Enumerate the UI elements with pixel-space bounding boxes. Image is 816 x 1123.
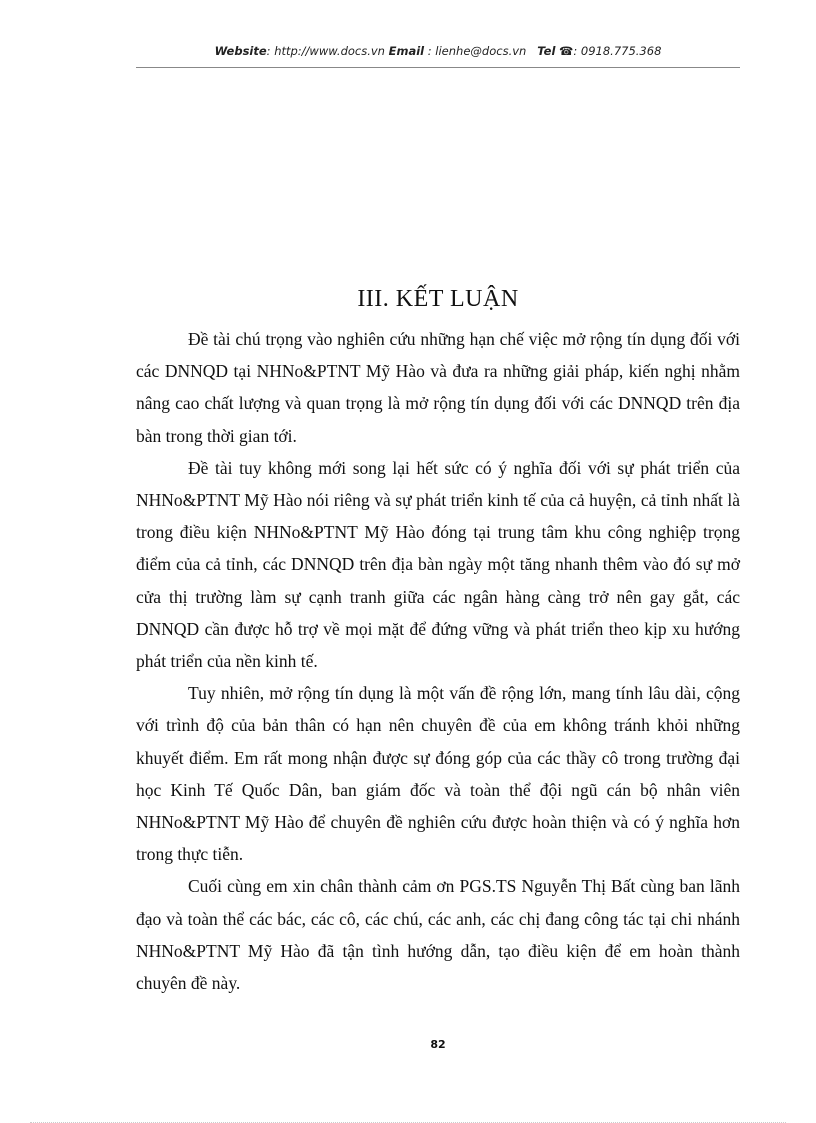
paragraph: Tuy nhiên, mở rộng tín dụng là một vấn đề rộng lớn, mang tính lâu dài, cộng với trình độ của bản thân có hạn nên chuyên đề của em không tránh khỏi những khuyết điểm. Em rất mong nhận được sự đóng góp của các thầy cô trong trường đại học Kinh Tế Quốc Dân, ban giám đốc và toàn thể đội ngũ cán bộ nhân viên NHNo&PTNT Mỹ Hào để chuyên đề nghiên cứu được hoàn thiện và có ý nghĩa hơn trong thực tiễn.: [136, 683, 740, 865]
email-value: : lienhe@docs.vn: [424, 44, 527, 58]
tel-value: : 0918.775.368: [573, 44, 662, 58]
email-label: Email: [388, 44, 425, 58]
website-value: : http://www.docs.vn: [266, 44, 385, 58]
website-label: Website: [214, 44, 267, 58]
body-text: [136, 323, 740, 999]
phone-icon: ☎: [559, 44, 574, 58]
section-title: III. KẾT LUẬN: [357, 286, 519, 312]
header-divider: [136, 67, 740, 68]
paragraph: Cuối cùng em xin chân thành cảm ơn PGS.TS Nguyễn Thị Bất cùng ban lãnh đạo và toàn thể các bác, các cô, các chú, các anh, các chị đang công tác tại chi nhánh NHNo&PTNT Mỹ Hào đã tận tình hướng dẫn, tạo điều kiện để em hoàn thành chuyên đề này.: [136, 876, 740, 994]
page-number: 82: [430, 1038, 446, 1051]
paragraph: Đề tài tuy không mới song lại hết sức có ý nghĩa đối với sự phát triển của NHNo&PTNT Mỹ Hào nói riêng và sự phát triển kinh tế của cả huyện, cả tỉnh nhất là trong điều kiện NHNo&PTNT Mỹ Hào đóng tại trung tâm khu công nghiệp trọng điểm của cả tỉnh, các DNNQD trên địa bàn ngày một tăng nhanh thêm vào đó sự mở cửa thị trường làm sự cạnh tranh giữa các ngân hàng càng trở nên gay gắt, các DNNQD cần được hỗ trợ về mọi mặt để đứng vững và phát triển theo kịp xu hướng phát triển của nền kinh tế.: [136, 457, 740, 672]
paragraph: Đề tài chú trọng vào nghiên cứu những hạn chế việc mở rộng tín dụng đối với các DNNQD tại NHNo&PTNT Mỹ Hào và đưa ra những giải pháp, kiến nghị nhằm nâng cao chất lượng và quan trọng là mở rộng tín dụng đối với các DNNQD trên địa bàn trong thời gian tới.: [136, 329, 740, 446]
tel-label: Tel: [537, 44, 556, 58]
page-header: [136, 44, 740, 58]
